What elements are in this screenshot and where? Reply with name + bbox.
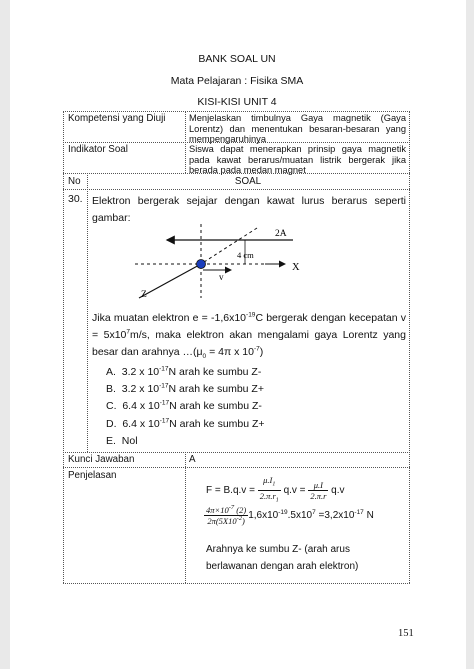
distance-label: 4 cm	[237, 250, 254, 260]
page-number: 151	[398, 628, 414, 639]
kunci-value: A	[189, 454, 196, 465]
soal-header: SOAL	[234, 176, 262, 187]
conclusion: Arahnya ke sumbu Z- (arah arus berlawanan dengan arah elektron)	[206, 544, 359, 572]
kunci-label: Kunci Jawaban	[68, 454, 135, 465]
equation-2: $\frac{4\pi\times 10^{-7} (2)}{2\pi(5X10^{-2})}$ $1,6x10^{-19}.5x10^7 =3,2x10^{-17}$ N	[206, 504, 374, 526]
bank-title: BANK SOAL UN	[198, 53, 276, 65]
option-d: D. 6.4 x $10^{-17}N$ arah ke sumbu Z+	[106, 417, 265, 430]
option-b: B. 3.2 x $10^{-17}N$ arah ke sumbu Z+	[106, 382, 264, 396]
kompetensi-label: Kompetensi yang Diuji	[68, 113, 166, 124]
z-axis-label: Z	[141, 290, 147, 300]
no-header: No	[68, 176, 81, 187]
question-intro: Elektron bergerak sejajar dengan kawat lurus berarus seperti gambar:	[92, 195, 406, 224]
indikator-label: Indikator Soal	[68, 144, 128, 155]
question-number: 30.	[68, 193, 83, 205]
current-label: 2A	[275, 229, 287, 239]
subject-title: Mata Pelajaran : Fisika SMA	[170, 75, 304, 87]
velocity-label: v	[219, 272, 224, 282]
kompetensi-text: Menjelaskan timbulnya Gaya magnetik (Gaya Lorentz) dan menentukan besaran-besaran yang mempengaruhinya	[189, 113, 406, 144]
unit-title: KISI-KISI UNIT 4	[197, 96, 277, 108]
electron	[197, 260, 206, 269]
answer-options	[106, 364, 265, 450]
option-a: A. 3.2 x $10^{-17}N$ arah ke sumbu Z-	[106, 365, 262, 378]
penjelasan-label: Penjelasan	[68, 470, 117, 481]
indikator-text: Siswa dapat menerapkan prinsip gaya magnetik pada kawat berarus/muatan listrik bergerak jika berada pada medan magnet	[189, 144, 406, 175]
option-e: E. Nol	[106, 434, 138, 447]
equation-1: F = B.q.v = $\frac{\mu.I_1}{2.\pi.r_1}$ q.v = $\frac{\mu.I}{2.\pi.r}$ q.v	[206, 475, 345, 504]
x-axis-label: X	[292, 262, 300, 273]
wire-electron-diagram	[125, 218, 310, 303]
question-body: Jika muatan elektron $e = -1,6x10^{-19}C$ bergerak dengan kecepatan $v = 5x10^7m/s$, maka elektron akan mengalami gaya Lorentz yang besar dan arahnya $\dots(\mu_0 = 4\pi$ x $10^{-7}$)	[92, 311, 406, 361]
option-c: C. 6.4 x $10^{-17}N$ arah ke sumbu Z-	[106, 399, 262, 413]
